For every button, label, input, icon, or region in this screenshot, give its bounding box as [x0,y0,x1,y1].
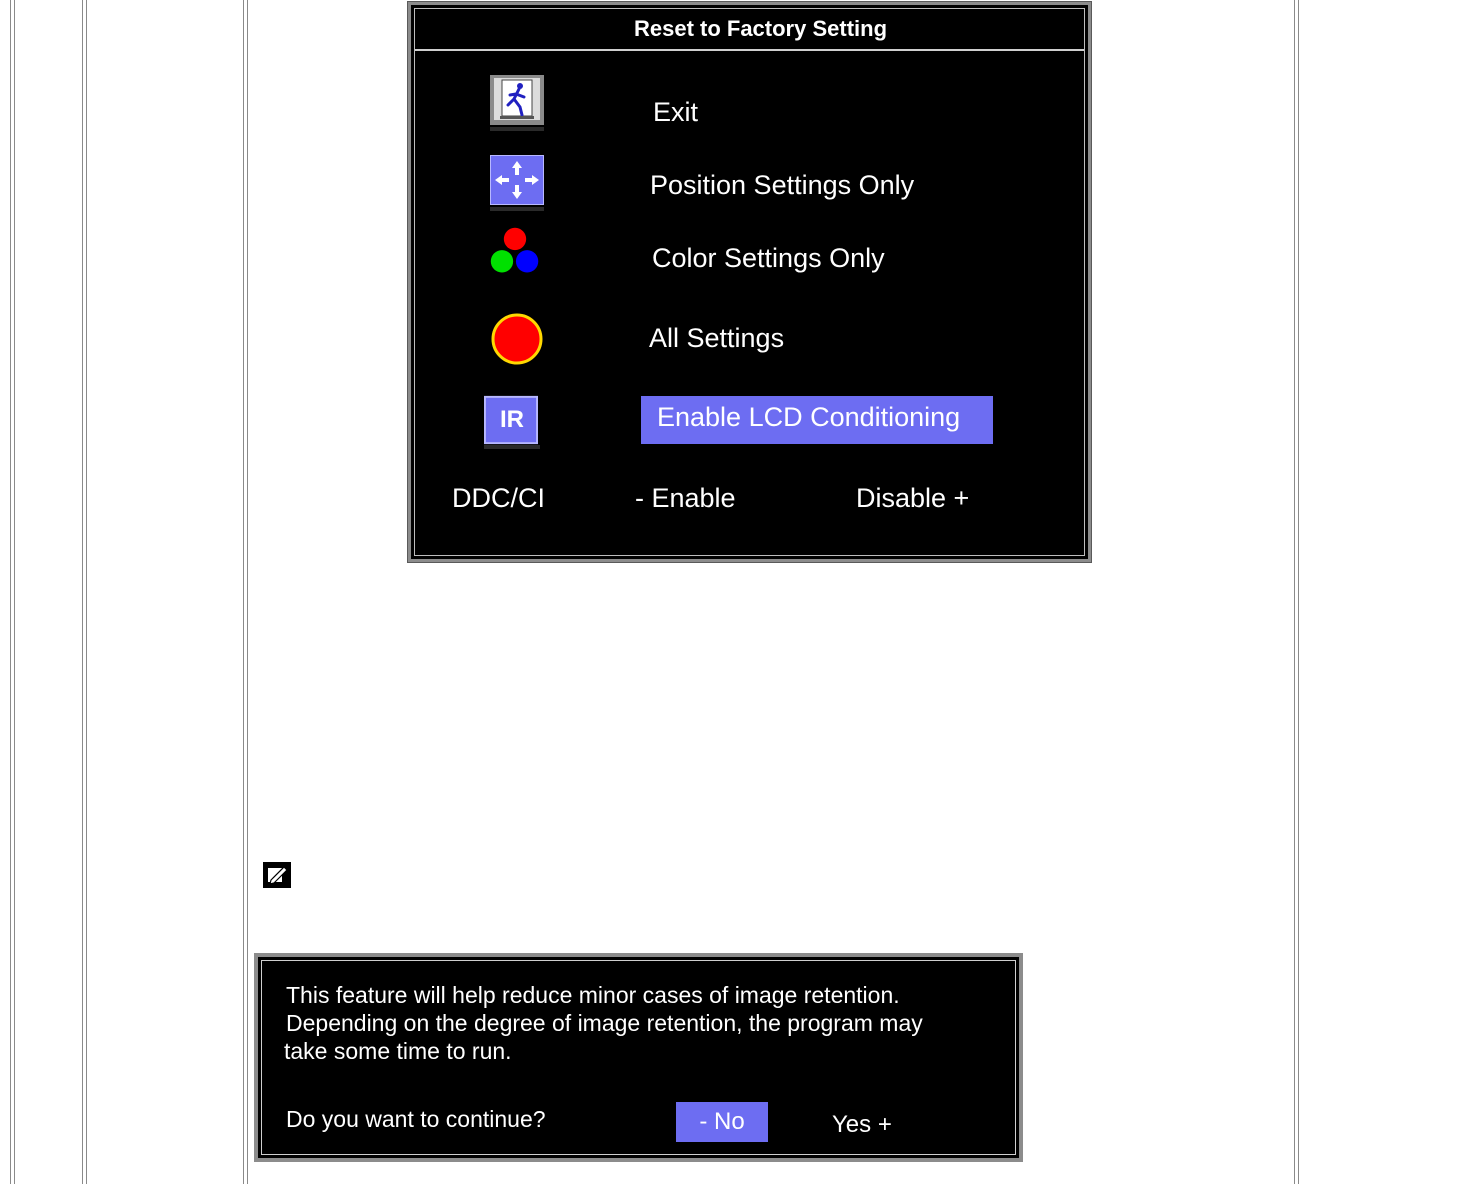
ir-icon[interactable] [484,395,538,445]
table-border-col2-left [243,0,244,1184]
table-border-right-outer [1298,0,1299,1184]
rgb-dots-icon[interactable] [488,227,542,277]
table-border-left-inner [14,0,15,1184]
osd-title: Reset to Factory Setting [415,9,1084,51]
menu-item-color-settings[interactable]: Color Settings Only [652,243,885,273]
ddc-ci-disable-option[interactable]: Disable + [856,483,970,513]
menu-item-exit[interactable]: Exit [653,97,699,127]
osd-inner-frame [414,8,1085,556]
ddc-ci-enable-option[interactable]: - Enable [635,483,736,513]
table-border-right-inner [1294,0,1295,1184]
dialog-message [286,981,923,1065]
red-circle-icon[interactable] [490,311,544,367]
ddc-ci-label: DDC/CI [452,483,545,513]
dialog-inner-frame [261,960,1016,1155]
menu-item-all-settings[interactable]: All Settings [649,323,785,353]
exit-icon-shadow [490,127,544,131]
exit-icon[interactable] [490,75,544,125]
dialog-message-line-3: take some time to run. [284,1038,512,1064]
dialog-no-button[interactable]: - No [676,1102,768,1142]
table-border-left-outer [10,0,11,1184]
dialog-question: Do you want to continue? [286,1106,546,1132]
table-border-col1-right [86,0,87,1184]
position-arrows-icon[interactable] [490,155,544,205]
menu-item-position-settings[interactable]: Position Settings Only [650,170,915,200]
ir-icon-shadow [484,445,540,449]
lcd-conditioning-dialog [254,953,1023,1162]
position-icon-shadow [490,207,544,211]
osd-reset-menu [408,2,1091,562]
dialog-message-line-2: Depending on the degree of image retention, the program may [286,1010,923,1036]
note-pencil-icon [263,862,291,888]
table-border-col2-right [247,0,248,1184]
ir-icon-text: IR [500,406,524,433]
menu-item-enable-lcd-conditioning[interactable]: Enable LCD Conditioning [641,396,993,444]
table-border-col1-left [82,0,83,1184]
dialog-yes-button[interactable]: Yes + [832,1111,892,1138]
dialog-message-line-1: This feature will help reduce minor cases of image retention. [286,982,900,1008]
